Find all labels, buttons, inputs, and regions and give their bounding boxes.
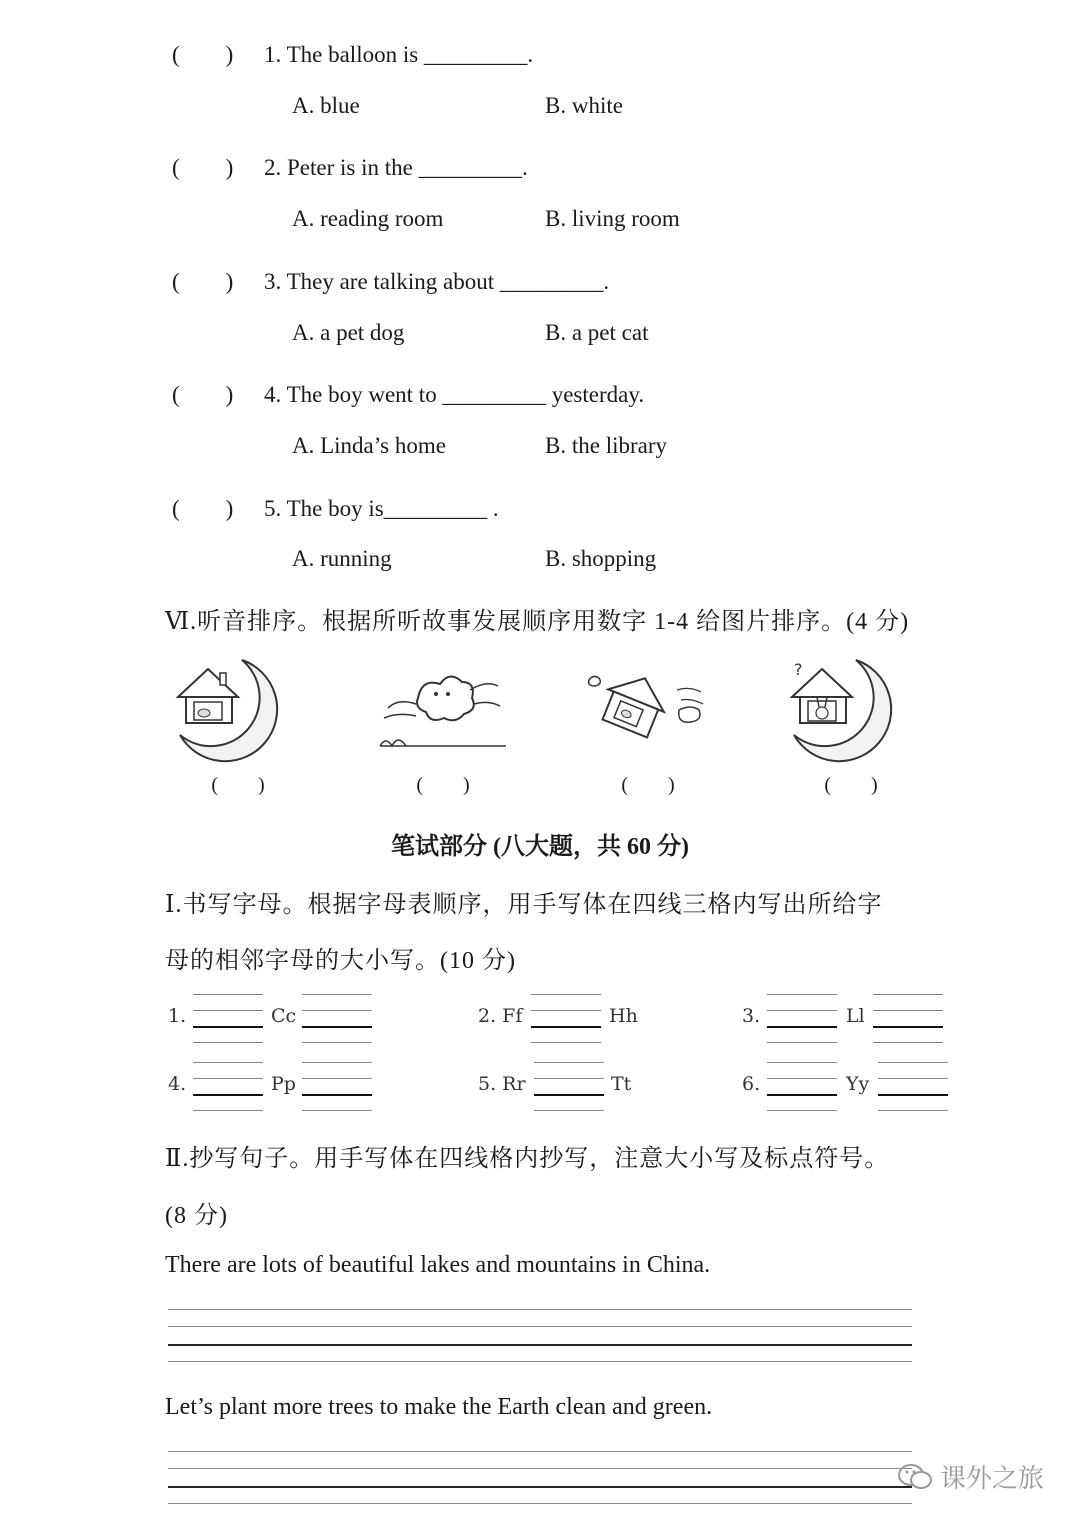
- answer-paren[interactable]: ( ): [211, 774, 265, 796]
- letter-item-number: 3.: [742, 1005, 761, 1027]
- letter-given: Pp: [271, 1073, 296, 1095]
- answer-paren[interactable]: ( ): [172, 155, 234, 180]
- option-a: A. a pet dog: [292, 320, 405, 345]
- question-stem: 2. Peter is in the _________.: [264, 155, 528, 180]
- section-i-title-cont: 母的相邻字母的大小写。(10 分): [165, 948, 516, 974]
- model-sentence: There are lots of beautiful lakes and mountains in China.: [165, 1252, 711, 1278]
- answer-paren[interactable]: ( ): [621, 774, 675, 796]
- answer-paren[interactable]: ( ): [172, 42, 234, 67]
- svg-text:?: ?: [794, 660, 803, 679]
- question-text: [172, 376, 644, 409]
- option-b: B. a pet cat: [545, 320, 649, 345]
- letter-item-number: 5. Rr: [478, 1073, 526, 1095]
- question-text: [172, 36, 533, 69]
- answer-paren[interactable]: ( ): [824, 774, 878, 796]
- question-text: [172, 490, 499, 523]
- letter-given: Yy: [846, 1073, 870, 1095]
- section-ii-title: Ⅱ.抄写句子。用手写体在四线格内抄写，注意大小写及标点符号。: [165, 1146, 890, 1172]
- option-b: B. living room: [545, 206, 680, 231]
- flying-house-icon: [583, 670, 708, 740]
- answer-paren[interactable]: ( ): [416, 774, 470, 796]
- question-stem: 5. The boy is_________ .: [264, 496, 499, 521]
- letter-given: Cc: [271, 1005, 297, 1027]
- question-stem: 1. The balloon is _________.: [264, 42, 534, 67]
- option-a: A. reading room: [292, 206, 444, 231]
- answer-paren[interactable]: ( ): [172, 382, 234, 407]
- question-text: [172, 149, 528, 182]
- section-ii-title-cont: (8 分): [165, 1203, 228, 1229]
- answer-paren[interactable]: ( ): [172, 496, 234, 521]
- option-a: A. Linda’s home: [292, 433, 446, 458]
- model-sentence: Let’s plant more trees to make the Earth clean and green.: [165, 1394, 713, 1420]
- option-a: A. running: [292, 546, 392, 571]
- house-with-rabbit-icon: [786, 655, 906, 765]
- letter-given: Tt: [611, 1073, 632, 1095]
- letter-item-number: 1.: [168, 1005, 187, 1027]
- wechat-icon: [898, 1463, 932, 1491]
- answer-paren[interactable]: ( ): [172, 269, 234, 294]
- letter-item-number: 2. Ff: [478, 1005, 523, 1027]
- question-stem: 3. They are talking about _________.: [264, 269, 610, 294]
- option-b: B. shopping: [545, 546, 657, 571]
- letter-item-number: 6.: [742, 1073, 761, 1095]
- watermark: [898, 1458, 1044, 1495]
- option-b: B. the library: [545, 433, 667, 458]
- written-part-title: 笔试部分 (八大题，共 60 分): [391, 834, 689, 860]
- letter-item-number: 4.: [168, 1073, 187, 1095]
- question-stem: 4. The boy went to _________ yesterday.: [264, 382, 645, 407]
- section-i-title: Ⅰ.书写字母。根据字母表顺序，用手写体在四线三格内写出所给字: [165, 892, 883, 918]
- option-b: B. white: [545, 93, 623, 118]
- watermark-text: 课外之旅: [939, 1464, 1044, 1494]
- wind-cloud-icon: [378, 668, 508, 750]
- house-on-moon-icon: [172, 655, 292, 765]
- question-text: [172, 263, 609, 296]
- letter-given: Hh: [609, 1005, 638, 1027]
- letter-given: Ll: [846, 1005, 865, 1027]
- section-vi-title: Ⅵ.听音排序。根据所听故事发展顺序用数字 1-4 给图片排序。(4 分): [165, 609, 910, 635]
- option-a: A. blue: [292, 93, 360, 118]
